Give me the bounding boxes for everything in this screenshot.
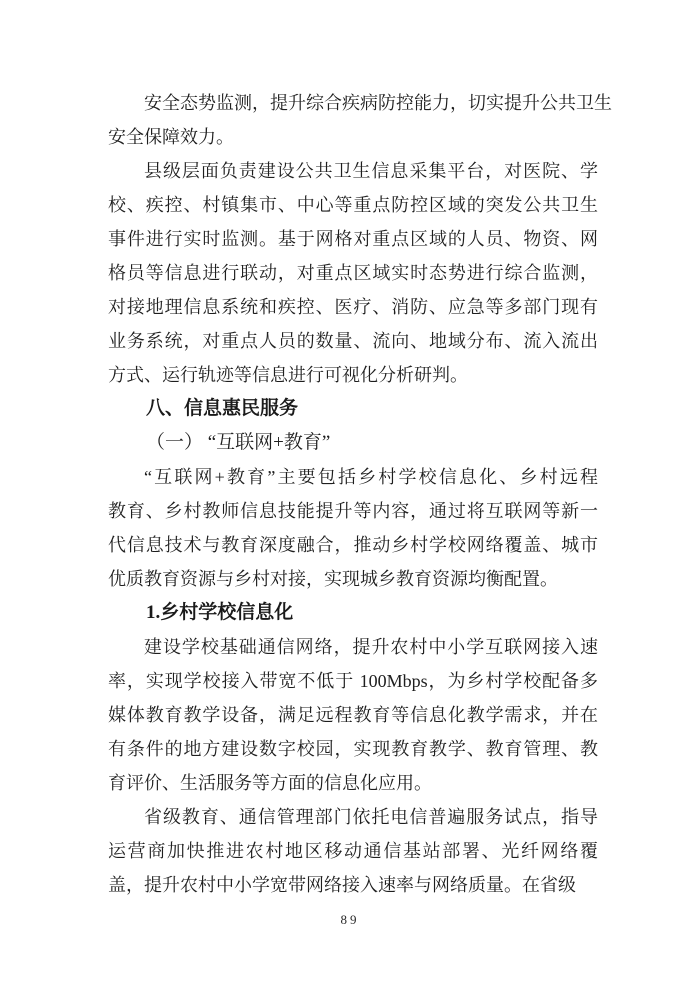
text-line: 格员等信息进行联动，对重点区域实时态势进行综合监测， [108, 263, 598, 283]
numbered-heading: 1.乡村学校信息化 [146, 602, 294, 623]
text-line: 优质教育资源与乡村对接，实现城乡教育资源均衡配置。 [108, 569, 558, 589]
text-line: 对接地理信息系统和疾控、医疗、消防、应急等多部门现有 [108, 297, 598, 317]
text-line: 县级层面负责建设公共卫生信息采集平台，对医院、学 [144, 161, 598, 181]
text-line: 省级教育、通信管理部门依托电信普遍服务试点，指导 [144, 807, 598, 827]
text-line: 代信息技术与教育深度融合，推动乡村学校网络覆盖、城市 [108, 535, 598, 555]
text-line: 育评价、生活服务等方面的信息化应用。 [108, 773, 432, 793]
text-line: 率，实现学校接入带宽不低于 100Mbps，为乡村学校配备多 [108, 671, 598, 691]
page-content [108, 86, 612, 902]
paragraph [108, 460, 598, 596]
section-heading: 八、信息惠民服务 [146, 398, 299, 419]
paragraph [108, 630, 598, 800]
text-line: 运营商加快推进农村地区移动通信基站部署、光纤网络覆 [108, 841, 598, 861]
text-line: 业务系统，对重点人员的数量、流向、地域分布、流入流出 [108, 331, 598, 351]
subsection-heading: （一） “互联网+教育” [146, 432, 331, 453]
text-line: 安全保障效力。 [108, 127, 234, 147]
text-line: 教育、乡村教师信息技能提升等内容，通过将互联网等新一 [108, 501, 598, 521]
text-line: 事件进行实时监测。基于网格对重点区域的人员、物资、网 [108, 229, 598, 249]
text-line: 安全态势监测，提升综合疾病防控能力，切实提升公共卫生 [144, 93, 612, 113]
paragraph [108, 800, 598, 902]
page-number: 89 [340, 912, 360, 927]
text-line: 校、疾控、村镇集市、中心等重点防控区域的突发公共卫生 [108, 195, 598, 215]
text-line: 有条件的地方建设数字校园，实现教育教学、教育管理、教 [108, 739, 598, 759]
text-line: 媒体教育教学设备，满足远程教育等信息化教学需求，并在 [108, 705, 598, 725]
text-line: “互联网+教育”主要包括乡村学校信息化、乡村远程 [144, 467, 598, 487]
text-line: 方式、运行轨迹等信息进行可视化分析研判。 [108, 365, 468, 385]
text-line: 建设学校基础通信网络，提升农村中小学互联网接入速 [144, 637, 598, 657]
paragraph [108, 86, 612, 154]
paragraph [108, 154, 598, 392]
text-line: 盖，提升农村中小学宽带网络接入速率与网络质量。在省级 [108, 875, 576, 895]
